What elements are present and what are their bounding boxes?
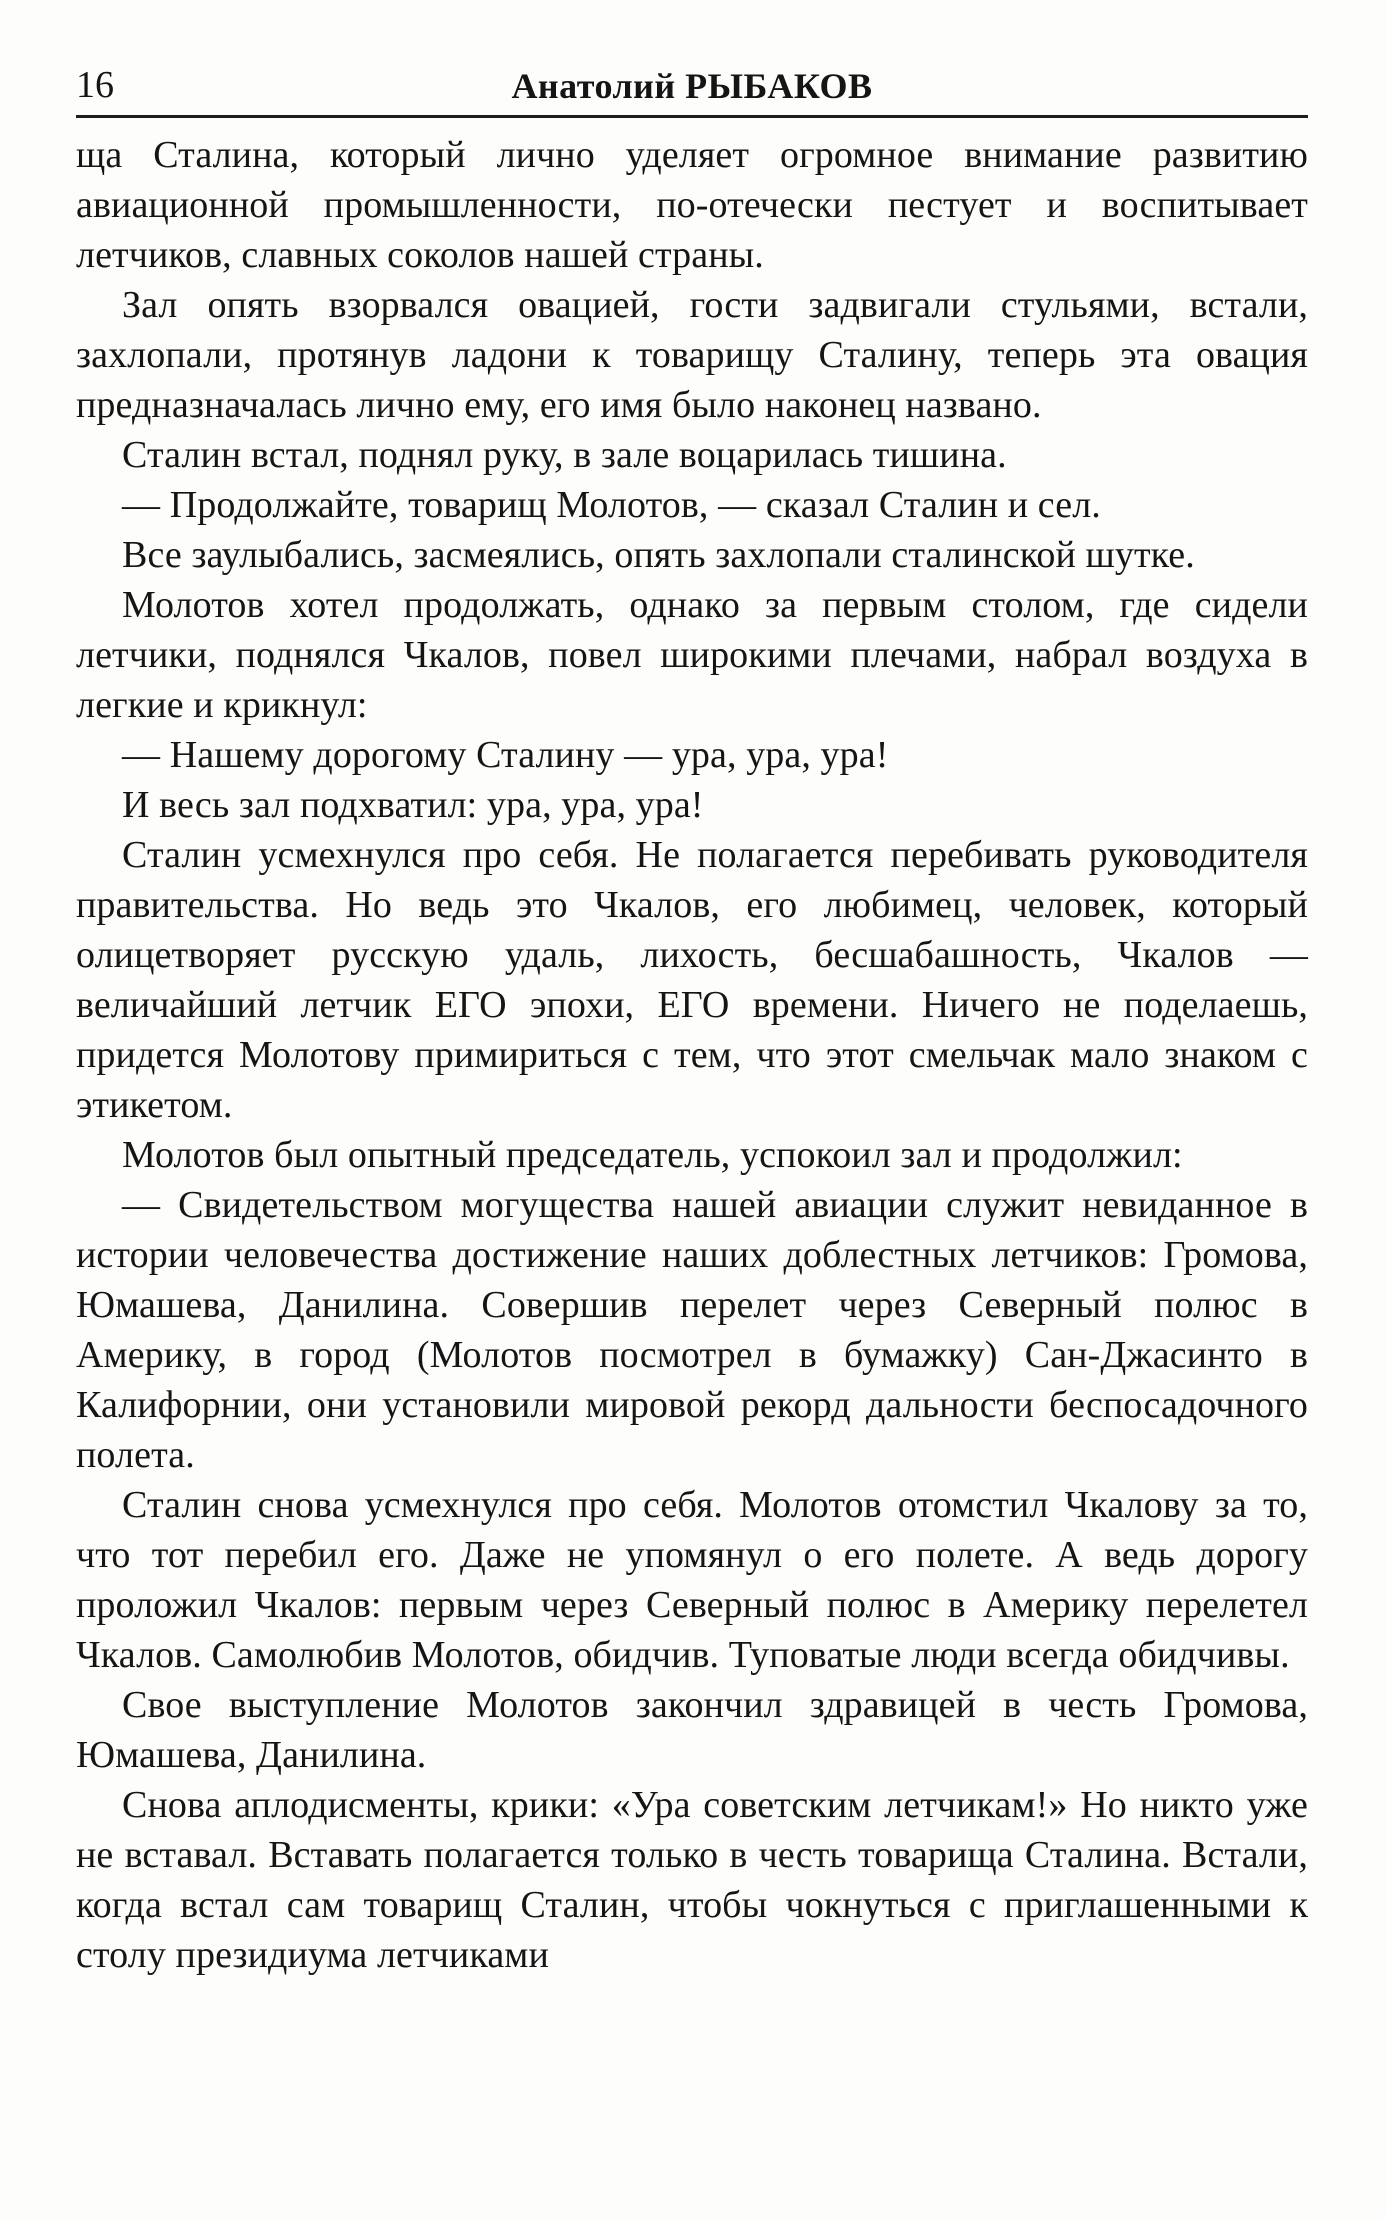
running-head-author: Анатолий РЫБАКОВ [511,66,873,106]
paragraph: — Нашему дорогому Сталину — ура, ура, ура! [122,734,889,776]
paragraph: Все заулыбались, засмеялись, опять захлопали сталинской шутке. [122,534,1195,576]
paragraph: — Продолжайте, товарищ Молотов, — сказал Сталин и сел. [122,484,1101,526]
page-number: 16 [76,64,114,106]
paragraph: Снова аплодисменты, крики: «Ура советским летчикам!» Но никто уже не вставал. Вставать полагается только в честь товарища Сталина. Встали, когда встал сам товарищ Сталин, чтобы чокнуться с приглашенными к столу президиума летчиками [76,1784,1308,1976]
page-header [76,52,1308,104]
paragraph: Молотов был опытный председатель, успокоил зал и продолжил: [122,1134,1183,1176]
paragraph: Сталин снова усмехнулся про себя. Молотов отомстил Чкалову за то, что тот перебил его. Даже не упомянул о его полете. А ведь дорогу проложил Чкалов: первым через Северный полюс в Америку перелетел Чкалов. Самолюбив Молотов, обидчив. Туповатые люди всегда обидчивы. [76,1484,1308,1676]
paragraph: Молотов хотел продолжать, однако за первым столом, где сидели летчики, поднялся Чкалов, повел широкими плечами, набрал воздуха в легкие и крикнул: [76,584,1308,726]
paragraph: И весь зал подхватил: ура, ура, ура! [122,784,704,826]
paragraph: ща Сталина, который лично уделяет огромное внимание развитию авиационной промышленности, по-отечески пестует и воспитывает летчиков, славных соколов нашей страны. [76,134,1308,276]
header-rule [76,115,1308,118]
paragraph: Зал опять взорвался овацией, гости задвигали стульями, встали, захлопали, протянув ладони к товарищу Сталину, теперь эта овация предназначалась лично ему, его имя было наконец названо. [76,284,1308,426]
paragraph: Сталин встал, поднял руку, в зале воцарилась тишина. [122,434,1007,476]
body-text [76,130,1308,1980]
paragraph: — Свидетельством могущества нашей авиации служит невиданное в истории человечества достижение наших доблестных летчиков: Громова, Юмашева, Данилина. Совершив перелет через Северный полюс в Америку, в город (Молотов посмотрел в бумажку) Сан-Джасинто в Калифорнии, они установили мировой рекорд дальности беспосадочного полета. [76,1184,1308,1476]
paragraph: Свое выступление Молотов закончил здравицей в честь Громова, Юмашева, Данилина. [76,1684,1308,1776]
paragraph: Сталин усмехнулся про себя. Не полагается перебивать руководителя правительства. Но ведь это Чкалов, его любимец, человек, который олицетворяет русскую удаль, лихость, бесшабашность, Чкалов — величайший летчик ЕГО эпохи, ЕГО времени. Ничего не поделаешь, придется Молотову примириться с тем, что этот смельчак мало знаком с этикетом. [76,834,1308,1126]
